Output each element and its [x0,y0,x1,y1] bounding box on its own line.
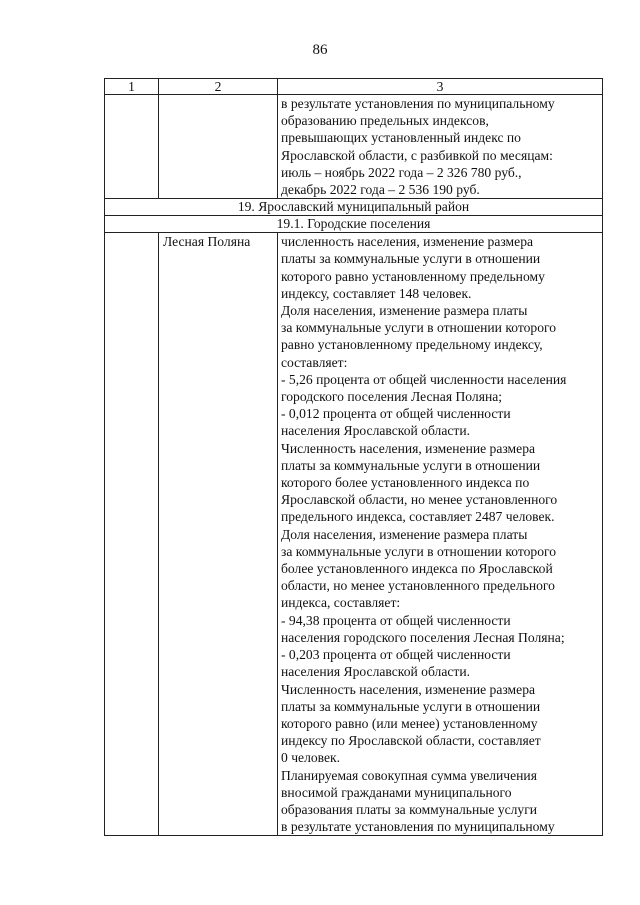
table-row [105,233,603,836]
settlement-description: численность населения, изменение размера платы за коммунальные услуги в отношении которого равно установленному предельному индексу, составляет 148 человек. Доля населения, изменение размера платы за коммунальные услуги в отношении которого равно установленному предельному индексу, составляет: - 5,26 процента от общей численности населения городского поселения Лесная Поляна; - 0,012 процента от общей численности населения Ярославской области. Численность населения, изменение размера платы за коммунальные услуги в отношении которого более установленного индекса по Ярославской области, но менее установленного предельного индекса, составляет 2487 человек. Доля населения, изменение размера платы за коммунальные услуги в отношении которого более установленного индекса по Ярославской области, но менее установленного предельного индекса, составляет: - 94,38 процента от общей численности населения городского поселения Лесная Поляна; - 0,203 процента от общей численности населения Ярославской области. Численность населения, изменение размера платы за коммунальные услуги в отношении которого равно (или менее) установленному индексу по Ярославской области, составляет 0 человек. Планируемая совокупная сумма увеличения вносимой гражданами муниципального образования платы за коммунальные услуги в результате установления по муниципальному [278,233,603,836]
table-header-row [105,79,603,95]
continuation-cell-1 [105,95,159,199]
tariff-table [104,78,603,836]
entry-index-cell [105,233,159,836]
section-row [105,199,603,216]
column-header-3: 3 [278,79,603,95]
section-title: 19. Ярославский муниципальный район [105,199,603,216]
column-header-1: 1 [105,79,159,95]
continuation-row [105,95,603,199]
settlement-name: Лесная Поляна [159,233,278,836]
subsection-title: 19.1. Городские поселения [105,216,603,233]
continuation-text: в результате установления по муниципальному образованию предельных индексов, превышающих установленный индекс по Ярославской области, с разбивкой по месяцам: июль – ноябрь 2022 года – 2 326 780 руб., декабрь 2022 года – 2 536 190 руб. [278,95,603,199]
continuation-cell-2 [159,95,278,199]
column-header-2: 2 [159,79,278,95]
subsection-row [105,216,603,233]
page-number: 86 [312,42,328,58]
